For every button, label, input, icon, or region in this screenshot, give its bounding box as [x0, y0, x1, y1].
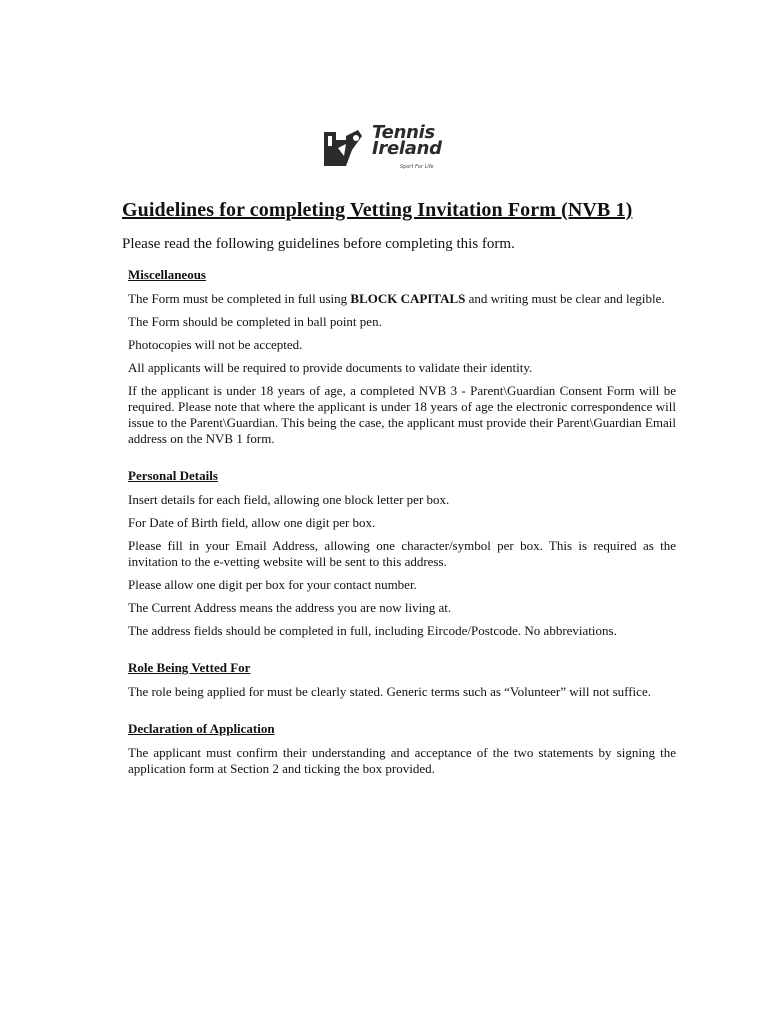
tennis-ireland-logo — [322, 122, 440, 176]
logo-wordmark — [372, 122, 442, 159]
tennis-player-logo-icon — [322, 126, 368, 172]
personal-paragraph-block-letter: Insert details for each field, allowing one block letter per box. — [128, 492, 450, 507]
logo-word-ireland: Ireland — [372, 138, 442, 159]
logo-word-tennis: Tennis — [372, 122, 435, 143]
misc-paragraph-block-capitals — [128, 291, 676, 307]
page-title: Guidelines for completing Vetting Invitation Form (NVB 1) — [122, 199, 633, 221]
personal-paragraph-date-of-birth: For Date of Birth field, allow one digit per box. — [128, 515, 376, 530]
misc-p1-text-after: and writing must be clear and legible. — [465, 291, 665, 306]
intro-text: Please read the following guidelines before completing this form. — [122, 236, 515, 252]
misc-paragraph-photocopies: Photocopies will not be accepted. — [128, 337, 303, 352]
section-role-being-vetted — [128, 660, 676, 700]
guidelines-content — [128, 267, 676, 798]
section-heading-personal-details: Personal Details — [128, 468, 218, 483]
personal-paragraph-email: Please fill in your Email Address, allowing one character/symbol per box. This is required as the invitation to the e-vetting website will be sent to this address. — [128, 538, 676, 569]
misc-paragraph-ball-point: The Form should be completed in ball point pen. — [128, 314, 382, 329]
section-heading-declaration: Declaration of Application — [128, 721, 275, 736]
declaration-paragraph: The applicant must confirm their understanding and acceptance of the two statements by signing the application form at Section 2 and ticking the box provided. — [128, 745, 676, 776]
misc-paragraph-under-18: If the applicant is under 18 years of age, a completed NVB 3 - Parent\Guardian Consent Form will be required. Please note that where the applicant is under 18 years of age the electronic correspondence will issue to the Parent\Guardian. This being the case, the applicant must provide their Parent\Guardian Email address on the NVB 1 form. — [128, 383, 676, 446]
section-heading-role: Role Being Vetted For — [128, 660, 251, 675]
misc-p1-bold-text: BLOCK CAPITALS — [350, 291, 466, 306]
personal-paragraph-address-fields: The address fields should be completed in full, including Eircode/Postcode. No abbreviations. — [128, 623, 617, 638]
personal-paragraph-contact-number: Please allow one digit per box for your contact number. — [128, 577, 417, 592]
section-personal-details — [128, 468, 676, 639]
section-declaration — [128, 721, 676, 777]
section-heading-miscellaneous: Miscellaneous — [128, 267, 206, 282]
role-paragraph: The role being applied for must be clearly stated. Generic terms such as “Volunteer” will not suffice. — [128, 684, 651, 699]
section-miscellaneous — [128, 267, 676, 447]
personal-paragraph-current-address: The Current Address means the address you are now living at. — [128, 600, 452, 615]
misc-paragraph-identity: All applicants will be required to provide documents to validate their identity. — [128, 360, 533, 375]
logo-tagline: Sport For Life — [400, 164, 434, 170]
misc-p1-text-before: The Form must be completed in full using — [128, 291, 351, 306]
